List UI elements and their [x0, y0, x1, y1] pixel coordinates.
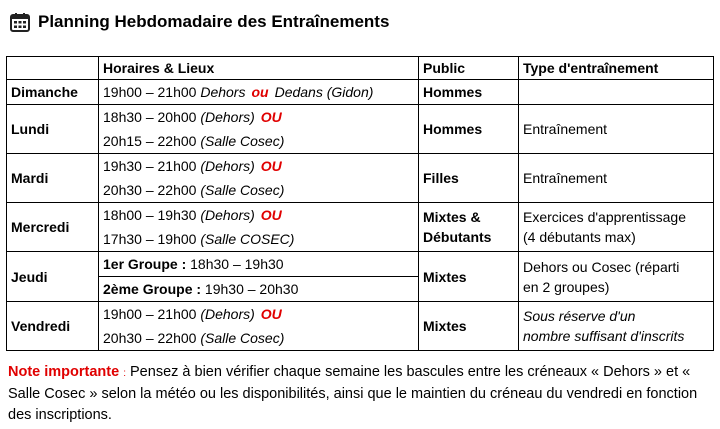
time-cell: [99, 302, 419, 351]
place: (Dehors): [200, 158, 255, 174]
type-cell: [519, 252, 714, 302]
day-cell: Dimanche: [7, 80, 99, 105]
or-marker: OU: [260, 207, 282, 223]
time-range: 18h30 – 19h30: [190, 256, 284, 272]
page-title: Planning Hebdomadaire des Entraînements: [38, 12, 390, 31]
header-day: [7, 57, 99, 80]
place: (Salle Cosec): [200, 182, 285, 198]
or-marker: OU: [260, 306, 282, 322]
header-public: Public: [419, 57, 519, 80]
time-line: [103, 326, 414, 350]
header-type: Type d'entraînement: [519, 57, 714, 80]
type-cell: [519, 203, 714, 252]
day-cell: Mercredi: [7, 203, 99, 252]
public-cell: Filles: [419, 154, 519, 203]
title-bar: [10, 9, 389, 35]
public-cell: Hommes: [419, 80, 519, 105]
type-cell: Entraînement: [519, 105, 714, 154]
note-colon: :: [123, 368, 126, 379]
time-cell: [99, 80, 419, 105]
calendar-icon: [10, 12, 30, 32]
time-range: 20h30 – 22h00: [103, 330, 197, 346]
group-label: 1er Groupe :: [103, 256, 187, 272]
type-line: (4 débutants max): [523, 229, 636, 245]
type-line: en 2 groupes): [523, 278, 610, 295]
day-cell: Vendredi: [7, 302, 99, 351]
time-range: 18h00 – 19h30: [103, 207, 197, 223]
time-line: [103, 203, 414, 227]
table-row: [7, 203, 714, 252]
public-line: Mixtes &: [423, 209, 481, 225]
public-cell: Mixtes: [419, 252, 519, 302]
type-line: Dehors ou Cosec (réparti: [523, 258, 680, 275]
place: Dehors: [200, 84, 246, 100]
table-row: [7, 252, 714, 302]
type-cell: [519, 302, 714, 351]
place: (Dehors): [200, 207, 255, 223]
time-line: [103, 154, 414, 178]
place: (Salle COSEC): [200, 231, 295, 247]
public-cell: [419, 203, 519, 252]
time-range: 19h30 – 21h00: [103, 158, 197, 174]
type-cell: Entraînement: [519, 154, 714, 203]
type-line: nombre suffisant d'inscrits: [523, 328, 685, 344]
table-row: [7, 105, 714, 154]
day-cell: Lundi: [7, 105, 99, 154]
schedule-table: [6, 56, 714, 351]
or-marker: ou: [251, 84, 269, 100]
time-range: 20h15 – 22h00: [103, 133, 197, 149]
header-row: [7, 57, 714, 80]
time-cell: [99, 154, 419, 203]
public-cell: Mixtes: [419, 302, 519, 351]
group-line: [99, 277, 418, 301]
table-row: [7, 302, 714, 351]
type-line: Exercices d'apprentissage: [523, 209, 686, 225]
time-range: 18h30 – 20h00: [103, 109, 197, 125]
time-range: 17h30 – 19h00: [103, 231, 197, 247]
type-cell: [519, 80, 714, 105]
time-cell: [99, 105, 419, 154]
time-line: [103, 227, 414, 251]
time-range: 19h00 – 21h00: [103, 306, 197, 322]
time-line: [103, 105, 414, 129]
time-range: 20h30 – 22h00: [103, 182, 197, 198]
place: (Dehors): [200, 109, 255, 125]
or-marker: OU: [260, 109, 282, 125]
time-line: [103, 178, 414, 202]
place: (Dehors): [200, 306, 255, 322]
time-line: [103, 129, 414, 153]
day-cell: Jeudi: [7, 252, 99, 302]
group-label: 2ème Groupe :: [103, 281, 202, 297]
table-row: [7, 154, 714, 203]
note-text: Pensez à bien vérifier chaque semaine les bascules entre les créneaux « Dehors » et « Salle Cosec » selon la météo ou les disponibilités, ainsi que le maintien du créneau du vendredi en fonction des inscriptions.: [8, 364, 698, 423]
group-line: [99, 252, 418, 277]
public-line: Débutants: [423, 229, 492, 245]
time-line: [103, 302, 414, 326]
header-time: Horaires & Lieux: [99, 57, 419, 80]
table-row: [7, 80, 714, 105]
time-line: [103, 80, 414, 104]
time-cell: [99, 203, 419, 252]
place: Dedans (Gidon): [274, 84, 374, 100]
place: (Salle Cosec): [200, 330, 285, 346]
public-cell: Hommes: [419, 105, 519, 154]
time-range: 19h00 – 21h00: [103, 84, 197, 100]
time-range: 19h30 – 20h30: [204, 281, 299, 297]
or-marker: OU: [260, 158, 282, 174]
note-label: Note importante: [8, 364, 120, 380]
time-cell: [99, 252, 419, 302]
place: (Salle Cosec): [200, 133, 285, 149]
day-cell: Mardi: [7, 154, 99, 203]
important-note: [8, 362, 714, 426]
type-line: Sous réserve d'un: [523, 308, 636, 324]
